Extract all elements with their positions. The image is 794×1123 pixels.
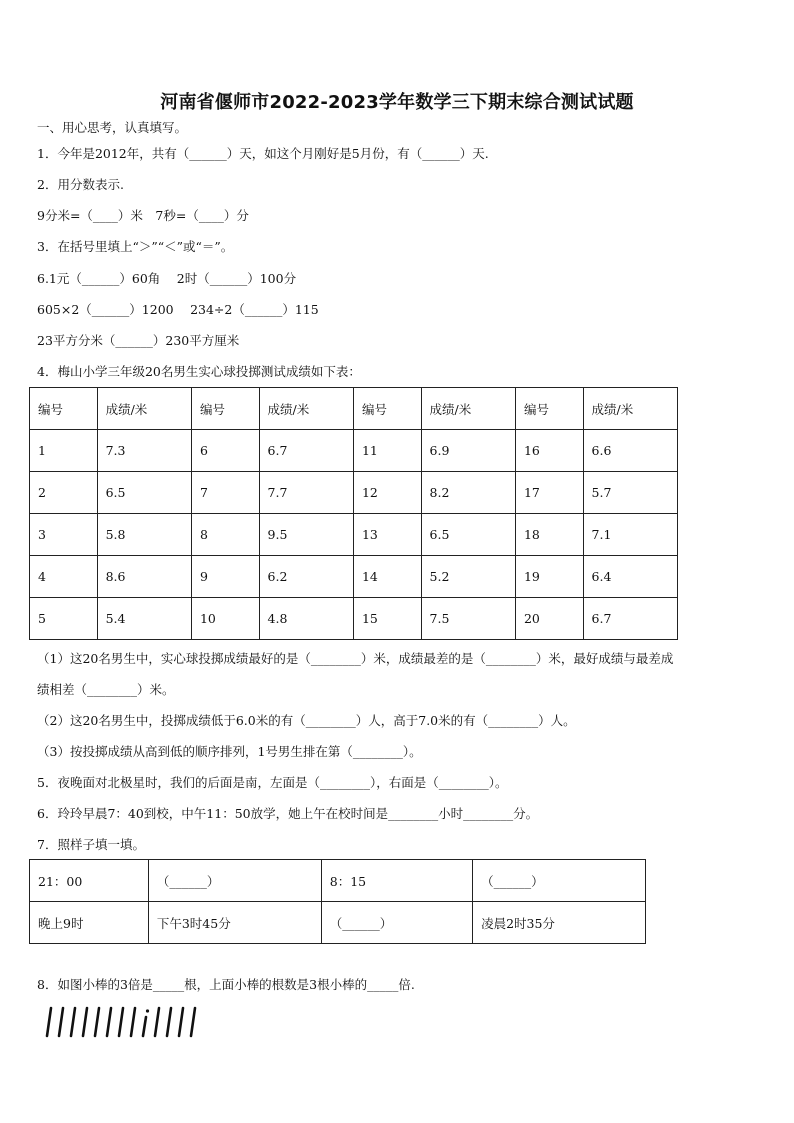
table-cell: 3 [30,514,98,556]
table-row [30,514,678,556]
table-cell: 成绩/米 [97,388,191,430]
table-row [30,388,678,430]
question-6: 6．玲玲早晨7：40到校，中午11：50放学，她上午在校时间是________小时________分。 [37,806,539,821]
question-3: 3．在括号里填上“＞”“＜”或“＝”。 [37,239,234,254]
table-cell: 成绩/米 [259,388,353,430]
table-cell: 5.4 [97,598,191,640]
table-cell: 21：00 [30,860,149,902]
section-heading: 一、用心思考，认真填写。 [37,120,188,135]
question-4: 4．梅山小学三年级20名男生实心球投掷测试成绩如下表： [37,364,361,379]
table-cell: 7 [191,472,259,514]
table-cell: 6.5 [421,514,515,556]
table-cell: 5.8 [97,514,191,556]
table-cell: 16 [515,430,583,472]
stick [83,1008,87,1036]
table-cell: 编号 [353,388,421,430]
table-cell: 13 [353,514,421,556]
question-5: 5．夜晚面对北极星时，我们的后面是南，左面是（________），右面是（________）。 [37,775,508,790]
table-cell: （______） [473,860,646,902]
table-cell: 6.5 [97,472,191,514]
stick [119,1008,123,1036]
stick-dot [146,1009,149,1012]
table-row [30,556,678,598]
sticks-figure [40,1003,210,1039]
table-cell: 6.6 [583,430,677,472]
table-cell: 4.8 [259,598,353,640]
table-cell: 9.5 [259,514,353,556]
score-table [29,387,678,640]
table-cell: 6.7 [583,598,677,640]
question-3-row-2: 605×2（______）1200 234÷2（______）115 [37,302,319,317]
table-cell: 晚上9时 [30,902,149,944]
table-cell: 7.1 [583,514,677,556]
table-cell: 15 [353,598,421,640]
table-cell: 6.7 [259,430,353,472]
table-cell: 凌晨2时35分 [473,902,646,944]
stick [167,1008,171,1036]
table-cell: 7.3 [97,430,191,472]
stick [71,1008,75,1036]
question-4-part-2: （2）这20名男生中，投掷成绩低于6.0米的有（________）人，高于7.0米的有（________）人。 [37,713,576,728]
table-row [30,860,646,902]
table-cell: 6.9 [421,430,515,472]
table-cell: 编号 [515,388,583,430]
question-2-items: 9分米=（____）米 7秒=（____）分 [37,208,249,223]
question-4-part-3: （3）按投掷成绩从高到低的顺序排列，1号男生排在第（________）。 [37,744,422,759]
table-cell: 编号 [191,388,259,430]
table-cell: 2 [30,472,98,514]
question-1: 1．今年是2012年，共有（______）天，如这个月刚好是5月份，有（______）天. [37,146,489,161]
stick [107,1008,111,1036]
table-row [30,472,678,514]
table-cell: 编号 [30,388,98,430]
stick [95,1008,99,1036]
question-3-row-1: 6.1元（______）60角 2时（______）100分 [37,271,297,286]
table-cell: 6 [191,430,259,472]
table-cell: 8.6 [97,556,191,598]
table-row [30,430,678,472]
stick [59,1008,63,1036]
table-cell: 5 [30,598,98,640]
question-4-part-1: （1）这20名男生中，实心球投掷成绩最好的是（________）米，成绩最差的是（________）米，最好成绩与最差成 [37,651,674,666]
table-cell: 成绩/米 [583,388,677,430]
table-cell: 8 [191,514,259,556]
stick [131,1008,135,1036]
question-8: 8．如图小棒的3倍是_____根，上面小棒的根数是3根小棒的_____倍. [37,977,415,992]
table-cell: 9 [191,556,259,598]
stick [47,1008,51,1036]
table-cell: 8.2 [421,472,515,514]
table-cell: 20 [515,598,583,640]
question-3-row-3: 23平方分米（______）230平方厘米 [37,333,240,348]
stick [191,1008,195,1036]
table-cell: 7.5 [421,598,515,640]
table-cell: 18 [515,514,583,556]
table-row [30,902,646,944]
table-cell: 5.2 [421,556,515,598]
table-cell: 下午3时45分 [148,902,321,944]
table-cell: 1 [30,430,98,472]
stick [143,1017,146,1036]
table-cell: 4 [30,556,98,598]
table-cell: 12 [353,472,421,514]
table-cell: 6.4 [583,556,677,598]
table-cell: 11 [353,430,421,472]
table-cell: 6.2 [259,556,353,598]
table-cell: 19 [515,556,583,598]
question-4-part-1-cont: 绩相差（________）米。 [37,682,175,697]
table-cell: 7.7 [259,472,353,514]
table-cell: （______） [321,902,472,944]
time-table [29,859,646,944]
page-title: 河南省偃师市2022-2023学年数学三下期末综合测试试题 [160,92,634,113]
table-cell: 8：15 [321,860,472,902]
table-cell: （______） [148,860,321,902]
stick [155,1008,159,1036]
question-7: 7．照样子填一填。 [37,837,145,852]
table-row [30,598,678,640]
stick [179,1008,183,1036]
table-cell: 5.7 [583,472,677,514]
question-2: 2．用分数表示. [37,177,124,192]
table-cell: 10 [191,598,259,640]
table-cell: 17 [515,472,583,514]
table-cell: 14 [353,556,421,598]
table-cell: 成绩/米 [421,388,515,430]
